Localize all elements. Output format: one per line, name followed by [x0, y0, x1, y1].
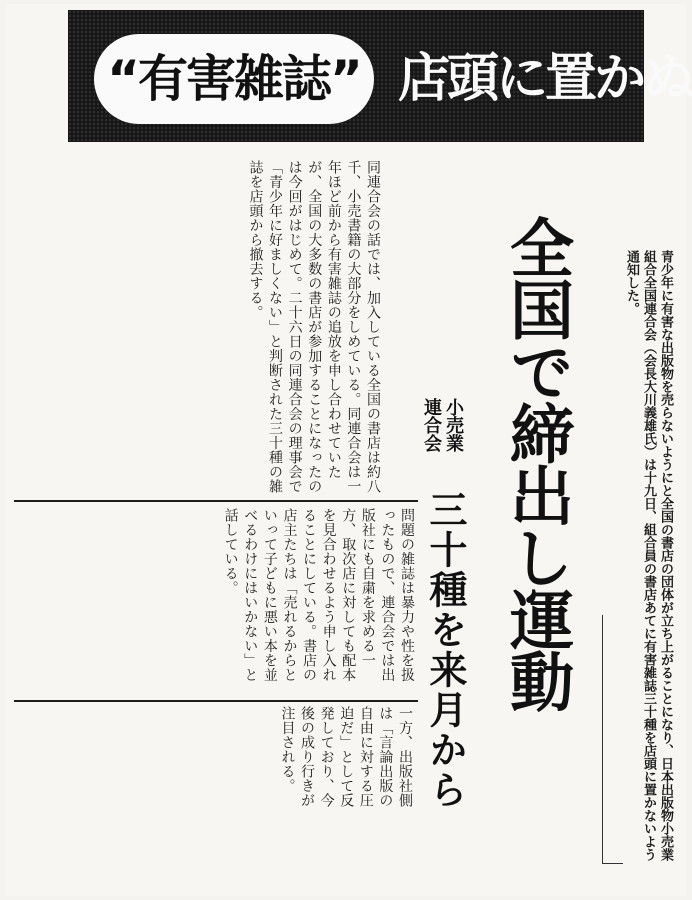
headline-banner [68, 10, 692, 142]
subhead-organization: 小売業 連合会 [421, 398, 464, 452]
subhead-detail: 三十種を来月から [423, 490, 468, 810]
column-rule [14, 500, 418, 502]
lead-paragraph: 青少年に有害な出版物を売らないようにと全国の書店の団体が立ち上がることになり、日本出版物小売業組合全国連合会（会長大川義雄氏）は十九日、組合員の書店あてに有害雑誌三十種を店頭に置かないよう通知した。 [624, 250, 673, 861]
banner-pill-text: “有害雑誌” [107, 50, 361, 108]
body-column-3: 一方、出版社側は「言論出版の自由に対する圧迫だ」として反発しており、今後の成り行きが注目される。 [279, 706, 413, 808]
column-rule [14, 700, 418, 702]
banner-headline: 店頭に置かぬ [398, 49, 692, 109]
body-column-1: 同連合会の話では、加入している全国の書店は約八千、小売書籍の大部分をしめている。同連合会は一年ほど前から有害雑誌の追放を申し合わせていたが、全国の大多数の書店が参加することになったのは今回がはじめて。二十六日の同連合会の理事会で「青少年に好ましくない」と判断された三十種の雑誌を店頭から撤去する。 [247, 160, 381, 494]
body-column-2: 問題の雑誌は暴力や性を扱ったもので、連合会では出版社にも自粛を求める一方、取次店に対しても配本を見合わせるよう申し入れることにしている。書店の店主たちは「売れるからといって子どもに悪い本を並べるわけにはいかない」と話している。 [222, 508, 415, 682]
main-headline: 全国で締出し運動 [499, 215, 573, 711]
lead-frame-line [602, 615, 623, 864]
